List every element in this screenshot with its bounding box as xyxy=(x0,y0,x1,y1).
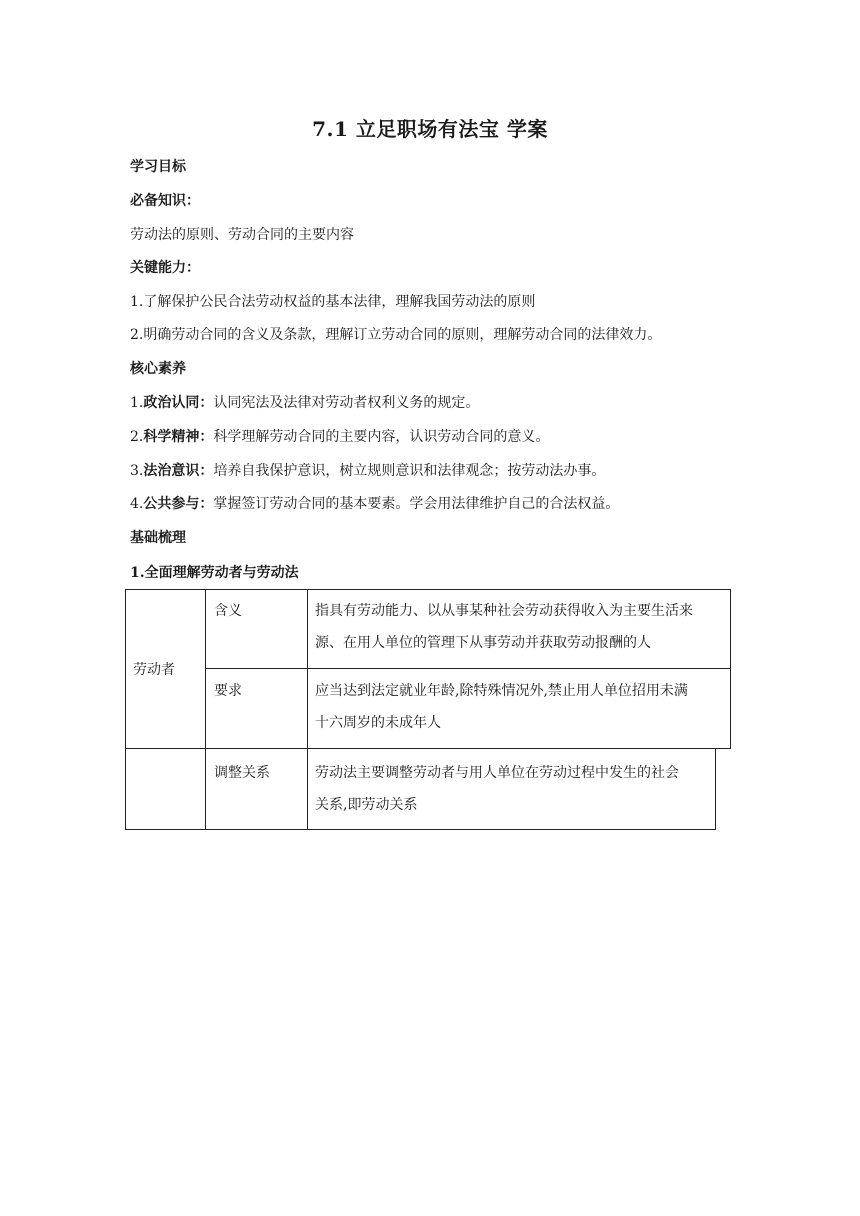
subsection-heading: 1.全面理解劳动者与劳动法 xyxy=(130,565,299,581)
table-group-cell xyxy=(125,589,206,749)
item-text: 科学理解劳动合同的主要内容，认识劳动合同的意义。 xyxy=(213,429,550,445)
table-row-line: 应当达到法定就业年龄,除特殊情况外,禁止用人单位招用未满 xyxy=(315,683,688,699)
page-title: 7.1 立足职场有法宝 学案 xyxy=(312,117,548,141)
key-ability-item-2: 2.明确劳动合同的含义及条款，理解订立劳动合同的原则，理解劳动合同的法律效力。 xyxy=(130,327,662,343)
learning-goals-heading: 学习目标 xyxy=(130,159,186,175)
table-row-line: 指具有劳动能力、以从事某种社会劳动获得收入为主要生活来 xyxy=(315,603,693,619)
item-text: 掌握签订劳动合同的基本要素。学会用法律维护自己的合法权益。 xyxy=(213,496,620,512)
core-literacy-item-2 xyxy=(130,427,549,447)
core-literacy-item-3 xyxy=(130,461,605,481)
table-row-3-label-cell xyxy=(205,748,308,830)
table-row-line: 关系,即劳动关系 xyxy=(315,797,418,813)
item-text: 培养自我保护意识，树立规则意识和法律观念；按劳动法办事。 xyxy=(213,463,606,479)
required-knowledge-text: 劳动法的原则、劳动合同的主要内容 xyxy=(130,227,354,243)
table-row-line: 劳动法主要调整劳动者与用人单位在劳动过程中发生的社会 xyxy=(315,765,679,781)
key-ability-item-1: 1.了解保护公民合法劳动权益的基本法律，理解我国劳动法的原则 xyxy=(130,294,536,310)
table-row-2-label-cell xyxy=(205,668,308,749)
core-literacy-heading: 核心素养 xyxy=(130,361,186,377)
item-label: 政治认同： xyxy=(143,395,214,411)
basic-review-heading: 基础梳理 xyxy=(130,530,186,546)
item-label: 科学精神： xyxy=(143,429,214,445)
table-row-3-content-cell xyxy=(307,748,716,830)
table-row-3-group-cell xyxy=(125,748,206,830)
table-row-1-label-cell xyxy=(205,589,308,669)
key-ability-heading: 关键能力： xyxy=(130,260,200,276)
table-group-label: 劳动者 xyxy=(133,662,175,678)
item-label: 法治意识： xyxy=(143,463,214,479)
item-text: 认同宪法及法律对劳动者权利义务的规定。 xyxy=(213,395,480,411)
item-label: 公共参与： xyxy=(143,496,214,512)
item-number: 1. xyxy=(130,395,144,411)
table-row-label: 要求 xyxy=(214,683,242,699)
table-row-line: 十六周岁的未成年人 xyxy=(315,715,441,731)
core-literacy-item-1 xyxy=(130,393,479,413)
required-knowledge-heading: 必备知识： xyxy=(130,193,200,209)
table-row-2-content-cell xyxy=(307,668,731,749)
table-row-label: 调整关系 xyxy=(214,765,270,781)
item-number: 3. xyxy=(130,463,144,479)
table-row-line: 源、在用人单位的管理下从事劳动并获取劳动报酬的人 xyxy=(315,635,651,651)
item-number: 2. xyxy=(130,429,144,445)
core-literacy-item-4 xyxy=(130,494,619,514)
table-row-1-content-cell xyxy=(307,589,731,669)
item-number: 4. xyxy=(130,496,144,512)
table-row-label: 含义 xyxy=(214,603,242,619)
